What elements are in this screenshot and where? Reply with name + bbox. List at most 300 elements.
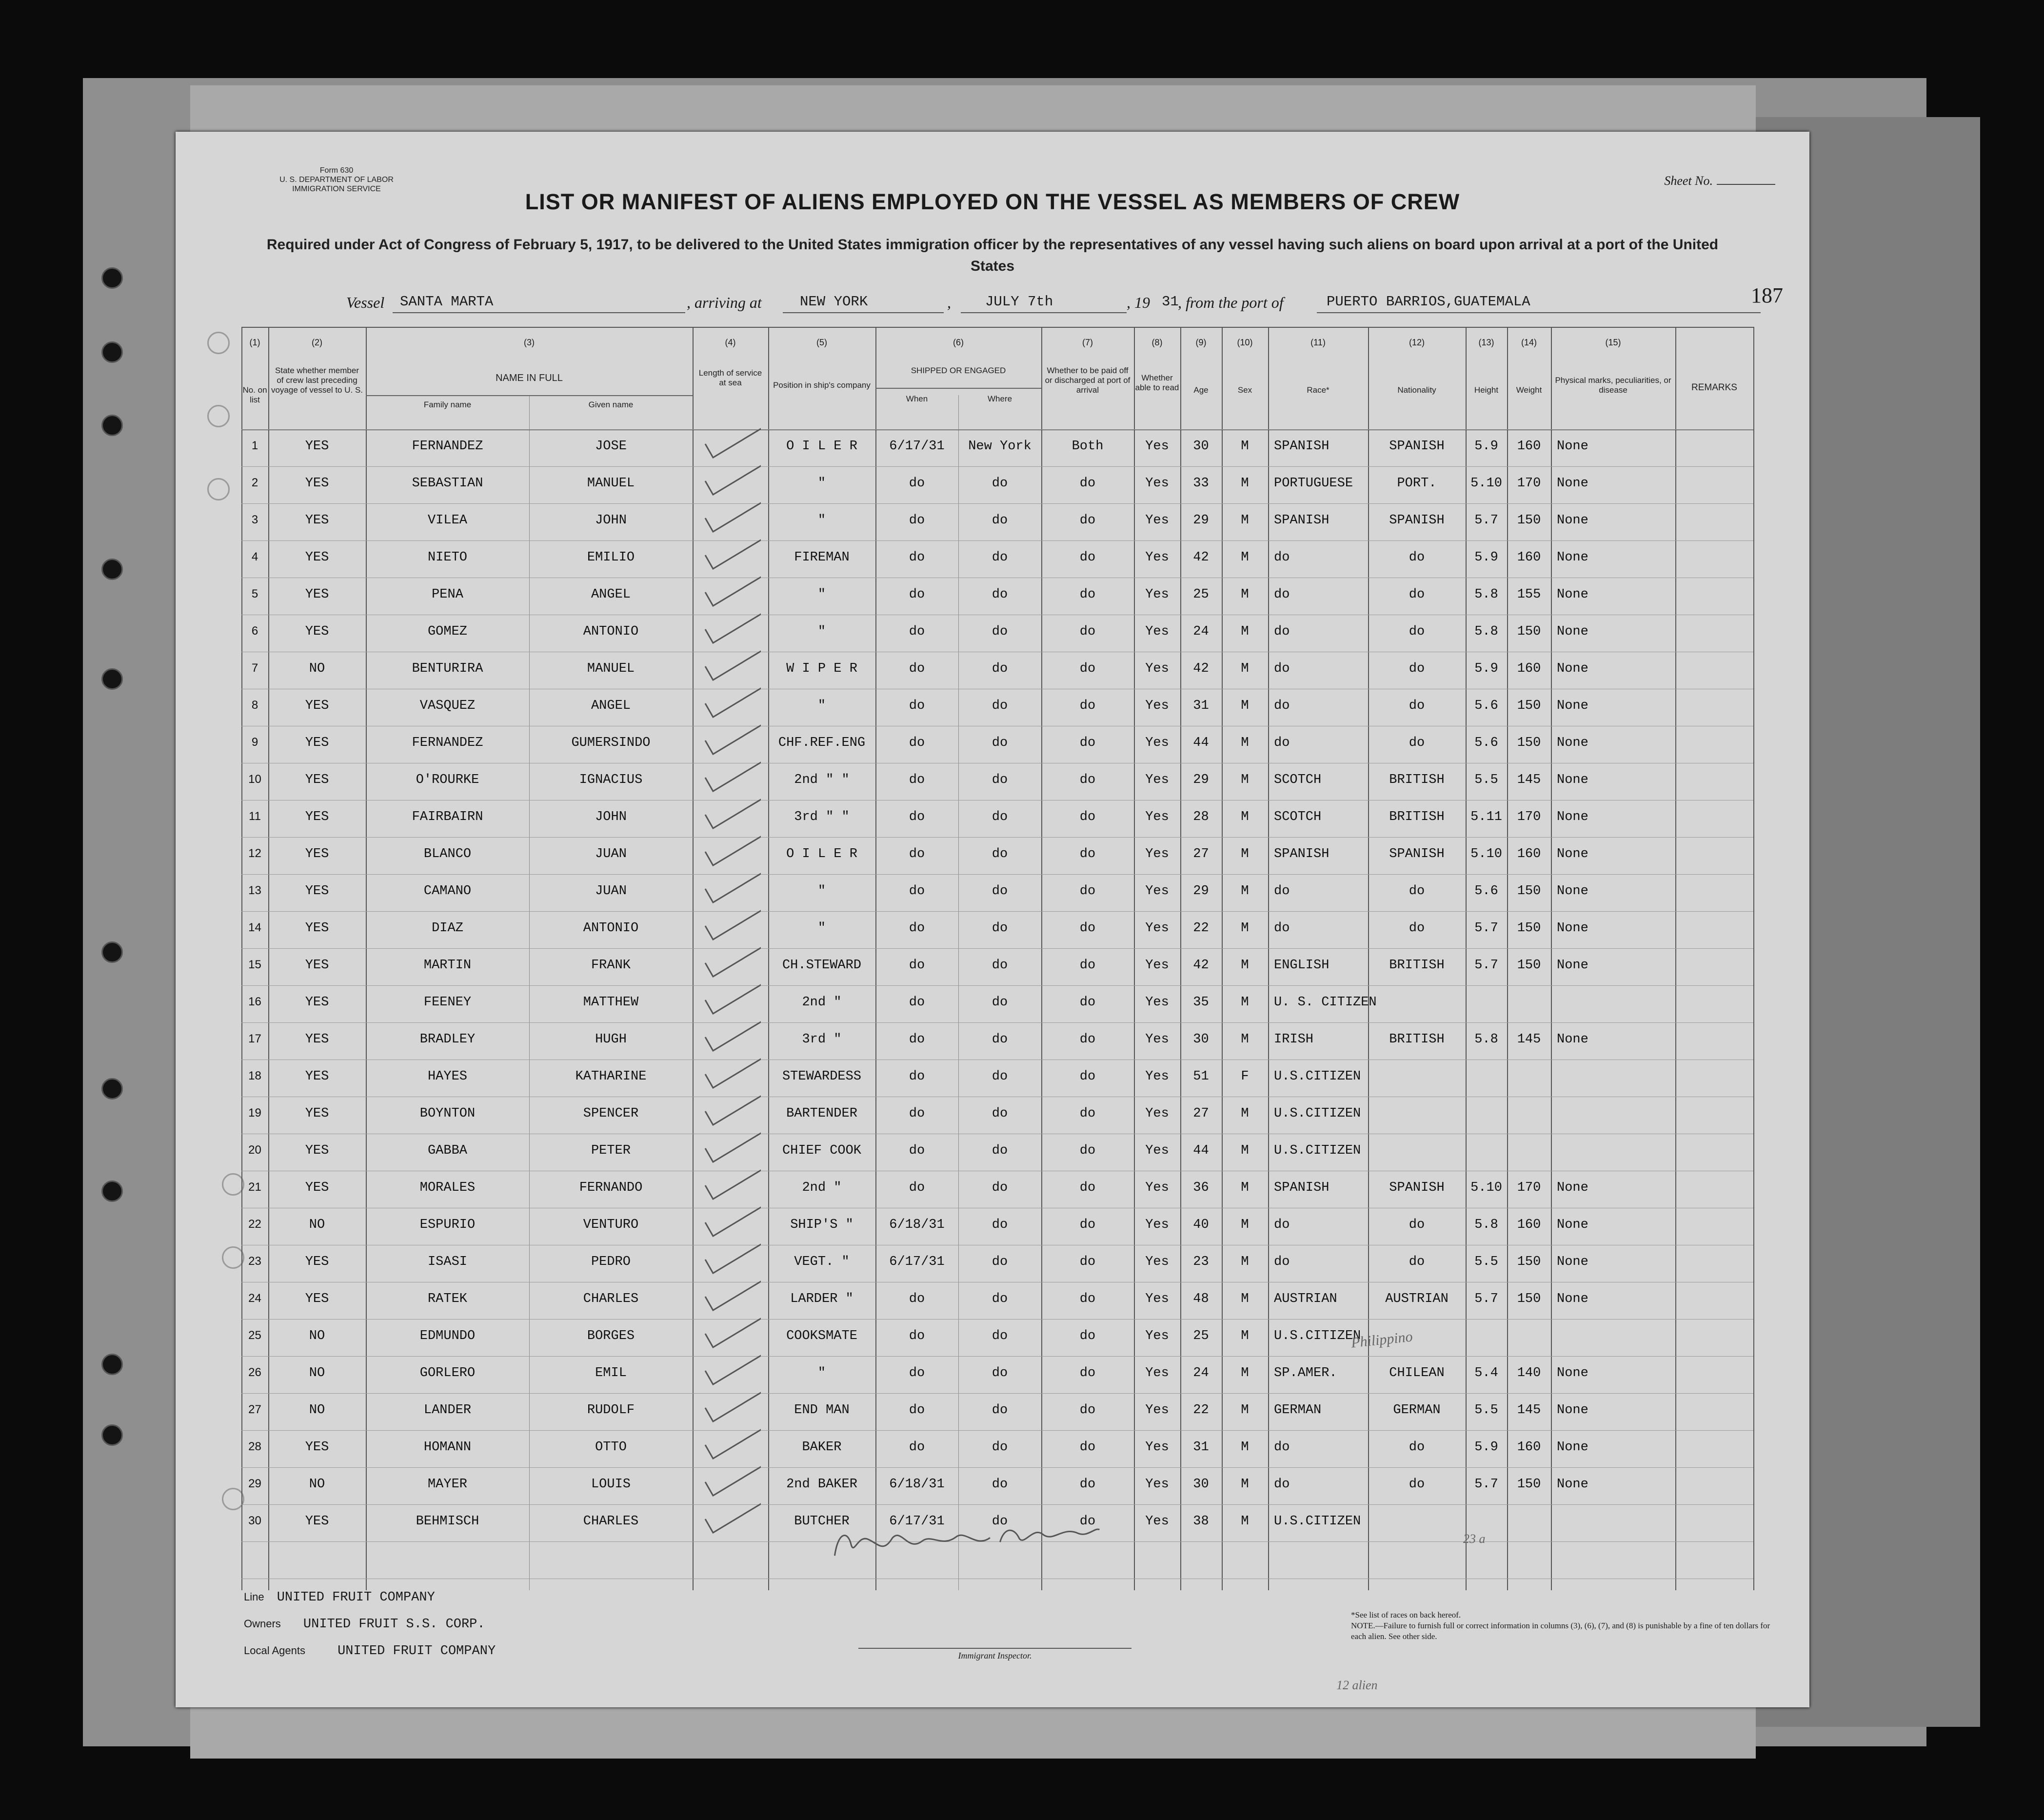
cell-physical-marks: None	[1557, 550, 1588, 565]
binder-hole	[101, 341, 123, 363]
cell-row-number: 17	[248, 1032, 261, 1045]
cell-paid-off: do	[1079, 847, 1096, 861]
cell-row-number: 24	[248, 1292, 261, 1305]
cell-position: 2nd "	[802, 995, 842, 1010]
cell-weight: 150	[1517, 513, 1541, 528]
cell-paid-off: do	[1079, 1514, 1096, 1529]
cell-previous-voyage: YES	[305, 1255, 329, 1269]
cell-sex: M	[1241, 550, 1249, 565]
cell-sex: M	[1241, 1106, 1249, 1121]
col-num-13: (13)	[1478, 338, 1494, 347]
cell-row-number: 27	[248, 1403, 261, 1416]
cell-sex: M	[1241, 1218, 1249, 1232]
row-rule	[241, 1022, 1753, 1023]
cell-nationality: do	[1409, 1477, 1425, 1492]
cell-shipped-when: do	[909, 624, 925, 639]
cell-given-name: RUDOLF	[587, 1403, 635, 1418]
checkmark-icon	[702, 906, 761, 940]
cell-weight: 150	[1517, 736, 1541, 750]
year-suffix: 31	[1162, 294, 1179, 310]
cell-able-to-read: Yes	[1145, 476, 1169, 491]
cell-nationality: BRITISH	[1389, 773, 1445, 787]
cell-previous-voyage: YES	[305, 1069, 329, 1084]
checkmark-icon	[702, 499, 761, 533]
cell-position: BAKER	[802, 1440, 842, 1455]
cell-shipped-when: do	[909, 1069, 925, 1084]
col-header-given-name: Given name	[588, 400, 634, 409]
binder-hole	[101, 941, 123, 963]
cell-race: SPANISH	[1274, 513, 1330, 528]
cell-previous-voyage: YES	[305, 1514, 329, 1529]
cell-row-number: 29	[248, 1477, 261, 1490]
cell-able-to-read: Yes	[1145, 1329, 1169, 1343]
cell-height: 5.8	[1474, 1218, 1498, 1232]
checkmark-icon	[702, 424, 761, 459]
cell-given-name: JOHN	[595, 810, 627, 824]
cell-family-name: BLANCO	[423, 847, 472, 861]
cell-weight: 145	[1517, 1032, 1541, 1047]
cell-race: U.S.CITIZEN	[1274, 1106, 1361, 1121]
cell-position: "	[817, 513, 826, 528]
footer-agents	[244, 1644, 496, 1659]
cell-family-name: NIETO	[427, 550, 467, 565]
cell-age: 42	[1193, 550, 1209, 565]
row-rule	[241, 874, 1753, 875]
column-rule	[693, 327, 694, 1590]
cell-family-name: MARTIN	[423, 958, 472, 973]
ghost-hole	[207, 332, 230, 354]
cell-weight: 160	[1517, 661, 1541, 676]
cell-row-number: 10	[248, 773, 261, 786]
cell-physical-marks: None	[1557, 736, 1588, 750]
col-header-physical-marks: Physical marks, peculiarities, or disease	[1555, 376, 1671, 395]
cell-paid-off: do	[1079, 513, 1096, 528]
agents-label: Local Agents	[244, 1644, 305, 1657]
cell-height: 5.10	[1470, 1180, 1502, 1195]
inspector-label: Immigrant Inspector.	[858, 1648, 1131, 1661]
col-header-previous-voyage: State whether member of crew last preceding voyage of vessel to U. S.	[271, 366, 363, 395]
cell-given-name: VENTURO	[583, 1218, 639, 1232]
checkmark-icon	[702, 1203, 761, 1237]
checkmark-icon	[702, 1462, 761, 1497]
cell-shipped-where: do	[992, 1032, 1008, 1047]
cell-height: 5.5	[1474, 1255, 1498, 1269]
manifest-page	[176, 132, 1809, 1707]
cell-shipped-when: 6/18/31	[889, 1218, 945, 1232]
cell-position: "	[817, 587, 826, 602]
cell-sex: M	[1241, 1403, 1249, 1418]
cell-previous-voyage: YES	[305, 587, 329, 602]
row-rule	[241, 1356, 1753, 1357]
cell-row-number: 5	[251, 587, 258, 600]
cell-weight: 155	[1517, 587, 1541, 602]
cell-height: 5.11	[1470, 810, 1502, 824]
cell-shipped-where: do	[992, 1329, 1008, 1343]
cell-row-number: 2	[251, 476, 258, 489]
cell-age: 30	[1193, 1477, 1209, 1492]
cell-paid-off: do	[1079, 1032, 1096, 1047]
cell-given-name: HUGH	[595, 1032, 627, 1047]
owners-label: Owners	[244, 1618, 281, 1630]
cell-height: 5.7	[1474, 921, 1498, 936]
cell-height: 5.4	[1474, 1366, 1498, 1380]
cell-race: SCOTCH	[1274, 810, 1322, 824]
binder-hole	[101, 267, 123, 289]
cell-shipped-where: do	[992, 1143, 1008, 1158]
cell-shipped-where: do	[992, 1440, 1008, 1455]
cell-paid-off: do	[1079, 1180, 1096, 1195]
cell-age: 25	[1193, 587, 1209, 602]
cell-nationality: do	[1409, 699, 1425, 713]
manifest-table	[241, 327, 1753, 1590]
cell-able-to-read: Yes	[1145, 773, 1169, 787]
cell-paid-off: do	[1079, 1143, 1096, 1158]
col-num-15: (15)	[1605, 338, 1621, 347]
cell-able-to-read: Yes	[1145, 1477, 1169, 1492]
cell-age: 36	[1193, 1180, 1209, 1195]
owners-value: UNITED FRUIT S.S. CORP.	[303, 1617, 485, 1632]
col-num-9: (9)	[1195, 338, 1207, 347]
cell-sex: F	[1241, 1069, 1249, 1084]
cell-physical-marks: None	[1557, 1440, 1588, 1455]
cell-physical-marks: None	[1557, 476, 1588, 491]
cell-previous-voyage: NO	[309, 1477, 325, 1492]
cell-position: O I L E R	[786, 439, 857, 454]
cell-family-name: GORLERO	[419, 1366, 476, 1380]
row-rule	[241, 1319, 1753, 1320]
cell-sex: M	[1241, 476, 1249, 491]
cell-position: O I L E R	[786, 847, 857, 861]
cell-paid-off: do	[1079, 624, 1096, 639]
col-num-6: (6)	[953, 338, 964, 347]
cell-physical-marks: None	[1557, 624, 1588, 639]
col-header-weight: Weight	[1516, 385, 1542, 395]
cell-paid-off: do	[1079, 587, 1096, 602]
cell-weight: 150	[1517, 884, 1541, 899]
line-label: Line	[244, 1591, 264, 1603]
cell-physical-marks: None	[1557, 699, 1588, 713]
cell-physical-marks: None	[1557, 513, 1588, 528]
cell-shipped-when: do	[909, 513, 925, 528]
cell-race: do	[1274, 587, 1290, 602]
checkmark-icon	[702, 832, 761, 866]
cell-age: 27	[1193, 847, 1209, 861]
cell-paid-off: do	[1079, 1218, 1096, 1232]
checkmark-icon	[702, 943, 761, 978]
col-num-3: (3)	[524, 338, 535, 347]
cell-height: 5.9	[1474, 661, 1498, 676]
cell-physical-marks: None	[1557, 1180, 1588, 1195]
cell-position: LARDER "	[790, 1292, 853, 1306]
cell-shipped-when: do	[909, 847, 925, 861]
cell-weight: 150	[1517, 958, 1541, 973]
cell-weight: 150	[1517, 1292, 1541, 1306]
cell-able-to-read: Yes	[1145, 1366, 1169, 1380]
col-header-family-name: Family name	[423, 400, 472, 409]
subheader-rule	[366, 395, 693, 396]
cell-family-name: BOYNTON	[419, 1106, 476, 1121]
cell-family-name: ISASI	[427, 1255, 467, 1269]
col-header-no: No. on list	[242, 385, 267, 404]
cell-shipped-when: do	[909, 699, 925, 713]
cell-sex: M	[1241, 1292, 1249, 1306]
cell-row-number: 22	[248, 1218, 261, 1231]
cell-shipped-where: do	[992, 884, 1008, 899]
cell-shipped-where: do	[992, 1069, 1008, 1084]
cell-weight: 170	[1517, 810, 1541, 824]
cell-shipped-when: do	[909, 921, 925, 936]
cell-shipped-when: do	[909, 810, 925, 824]
cell-age: 22	[1193, 1403, 1209, 1418]
checkmark-icon	[702, 980, 761, 1015]
cell-shipped-when: do	[909, 884, 925, 899]
arrival-port: NEW YORK	[800, 294, 868, 310]
cell-shipped-where: do	[992, 847, 1008, 861]
checkmark-icon	[702, 758, 761, 792]
checkmark-icon	[702, 684, 761, 718]
cell-age: 51	[1193, 1069, 1209, 1084]
cell-family-name: GOMEZ	[427, 624, 467, 639]
cell-shipped-where: do	[992, 773, 1008, 787]
cell-previous-voyage: YES	[305, 773, 329, 787]
col-header-where: Where	[987, 394, 1012, 403]
column-rule	[1551, 327, 1552, 1590]
cell-age: 44	[1193, 1143, 1209, 1158]
cell-position: 2nd "	[802, 1180, 842, 1195]
cell-shipped-where: do	[992, 1366, 1008, 1380]
cell-paid-off: do	[1079, 1440, 1096, 1455]
row-rule	[241, 1393, 1753, 1394]
cell-physical-marks: None	[1557, 1403, 1588, 1418]
cell-paid-off: do	[1079, 699, 1096, 713]
cell-position: "	[817, 624, 826, 639]
cell-shipped-when: do	[909, 1180, 925, 1195]
cell-shipped-where: do	[992, 1255, 1008, 1269]
cell-race: SCOTCH	[1274, 773, 1322, 787]
cell-paid-off: do	[1079, 773, 1096, 787]
cell-shipped-where: do	[992, 1403, 1008, 1418]
cell-able-to-read: Yes	[1145, 1218, 1169, 1232]
row-rule	[241, 466, 1753, 467]
cell-weight: 150	[1517, 624, 1541, 639]
cell-able-to-read: Yes	[1145, 513, 1169, 528]
cell-shipped-when: do	[909, 1329, 925, 1343]
cell-shipped-where: do	[992, 736, 1008, 750]
cell-nationality: do	[1409, 661, 1425, 676]
cell-sex: M	[1241, 958, 1249, 973]
cell-position: FIREMAN	[794, 550, 850, 565]
cell-given-name: ANTONIO	[583, 624, 639, 639]
cell-row-number: 18	[248, 1069, 261, 1082]
cell-shipped-when: 6/17/31	[889, 1514, 945, 1529]
cell-height: 5.7	[1474, 1292, 1498, 1306]
cell-position: CHIEF COOK	[782, 1143, 862, 1158]
footer-owners	[244, 1617, 485, 1632]
cell-family-name: MORALES	[419, 1180, 476, 1195]
cell-family-name: SEBASTIAN	[412, 476, 483, 491]
col-header-read: Whether able to read	[1135, 373, 1179, 392]
cell-row-number: 12	[248, 847, 261, 860]
binder-hole	[101, 1424, 123, 1446]
checkmark-icon	[702, 647, 761, 681]
cell-row-number: 1	[251, 439, 258, 452]
cell-race: do	[1274, 1440, 1290, 1455]
cell-race: do	[1274, 661, 1290, 676]
cell-weight: 170	[1517, 476, 1541, 491]
cell-shipped-when: do	[909, 1366, 925, 1380]
cell-nationality: CHILEAN	[1389, 1366, 1445, 1380]
cell-shipped-when: do	[909, 773, 925, 787]
cell-previous-voyage: YES	[305, 624, 329, 639]
row-rule	[241, 1430, 1753, 1431]
cell-race: SP.AMER.	[1274, 1366, 1337, 1380]
checkmark-icon	[702, 1425, 761, 1460]
checkmark-icon	[702, 1351, 761, 1385]
cell-position: BUTCHER	[794, 1514, 850, 1529]
cell-nationality: do	[1409, 1218, 1425, 1232]
cell-race: ENGLISH	[1274, 958, 1330, 973]
cell-shipped-when: do	[909, 550, 925, 565]
cell-paid-off: do	[1079, 1329, 1096, 1343]
cell-physical-marks: None	[1557, 661, 1588, 676]
cell-race: SPANISH	[1274, 847, 1330, 861]
checkmark-icon	[702, 1500, 761, 1534]
cell-row-number: 14	[248, 921, 261, 934]
cell-row-number: 28	[248, 1440, 261, 1453]
cell-family-name: LANDER	[423, 1403, 472, 1418]
cell-sex: M	[1241, 1440, 1249, 1455]
cell-race: U.S.CITIZEN	[1274, 1143, 1361, 1158]
cell-shipped-where: do	[992, 1292, 1008, 1306]
cell-given-name: ANGEL	[591, 587, 631, 602]
cell-nationality: SPANISH	[1389, 1180, 1445, 1195]
cell-height: 5.5	[1474, 773, 1498, 787]
cell-able-to-read: Yes	[1145, 587, 1169, 602]
binder-hole	[101, 1180, 123, 1202]
cell-physical-marks: None	[1557, 958, 1588, 973]
cell-nationality: AUSTRIAN	[1385, 1292, 1449, 1306]
checkmark-icon	[702, 1092, 761, 1126]
cell-row-number: 23	[248, 1255, 261, 1268]
cell-age: 29	[1193, 773, 1209, 787]
cell-shipped-when: do	[909, 661, 925, 676]
cell-height: 5.8	[1474, 624, 1498, 639]
row-rule	[241, 911, 1753, 912]
cell-shipped-when: do	[909, 1032, 925, 1047]
cell-shipped-when: 6/18/31	[889, 1477, 945, 1492]
cell-race: SPANISH	[1274, 1180, 1330, 1195]
cell-paid-off: do	[1079, 550, 1096, 565]
cell-age: 29	[1193, 884, 1209, 899]
checkmark-icon	[702, 869, 761, 903]
cell-sex: M	[1241, 699, 1249, 713]
cell-weight: 150	[1517, 1477, 1541, 1492]
cell-race: do	[1274, 624, 1290, 639]
cell-age: 44	[1193, 736, 1209, 750]
col-header-age: Age	[1193, 385, 1209, 395]
cell-sex: M	[1241, 1366, 1249, 1380]
cell-family-name: BENTURIRA	[412, 661, 483, 676]
cell-row-number: 20	[248, 1143, 261, 1157]
page-subtitle: Required under Act of Congress of February 5, 1917, to be delivered to the United States immigration officer by the representatives of any vessel having such aliens on board upon arrival at a port of the United States	[266, 237, 1719, 274]
cell-nationality: SPANISH	[1389, 847, 1445, 861]
checkmark-icon	[702, 461, 761, 496]
cell-race: do	[1274, 1255, 1290, 1269]
checkmark-icon	[702, 1129, 761, 1163]
col-header-name: NAME IN FULL	[496, 373, 563, 383]
cell-nationality: do	[1409, 1255, 1425, 1269]
col-header-length-service: Length of service at sea	[698, 368, 762, 387]
cell-able-to-read: Yes	[1145, 921, 1169, 936]
cell-able-to-read: Yes	[1145, 624, 1169, 639]
from-label: , from the port of	[1178, 294, 1284, 311]
binder-hole	[101, 559, 123, 580]
cell-family-name: PENA	[432, 587, 463, 602]
cell-shipped-where: do	[992, 1514, 1008, 1529]
cell-shipped-where: do	[992, 1106, 1008, 1121]
cell-sex: M	[1241, 1477, 1249, 1492]
cell-able-to-read: Yes	[1145, 736, 1169, 750]
cell-given-name: ANGEL	[591, 699, 631, 713]
cell-previous-voyage: YES	[305, 884, 329, 899]
column-rule	[1268, 327, 1269, 1590]
cell-able-to-read: Yes	[1145, 847, 1169, 861]
binder-hole	[101, 668, 123, 690]
cell-shipped-where: New York	[968, 439, 1032, 454]
cell-age: 30	[1193, 1032, 1209, 1047]
cell-previous-voyage: YES	[305, 1292, 329, 1306]
cell-weight: 160	[1517, 439, 1541, 454]
cell-family-name: BRADLEY	[419, 1032, 476, 1047]
cell-height: 5.8	[1474, 587, 1498, 602]
cell-given-name: MANUEL	[587, 476, 635, 491]
cell-position: "	[817, 1366, 826, 1380]
binder-hole	[101, 1354, 123, 1375]
footer-line	[244, 1590, 435, 1605]
cell-position: SHIP'S "	[790, 1218, 853, 1232]
checkmark-icon	[702, 1388, 761, 1422]
row-rule	[241, 837, 1753, 838]
cell-given-name: EMIL	[595, 1366, 627, 1380]
cell-paid-off: do	[1079, 1106, 1096, 1121]
departure-port: PUERTO BARRIOS,GUATEMALA	[1327, 294, 1530, 310]
cell-sex: M	[1241, 884, 1249, 899]
ghost-hole	[207, 478, 230, 500]
cell-height: 5.7	[1474, 513, 1498, 528]
arriving-label: , arriving at	[687, 294, 762, 311]
cell-able-to-read: Yes	[1145, 884, 1169, 899]
cell-shipped-where: do	[992, 1477, 1008, 1492]
cell-race: IRISH	[1274, 1032, 1314, 1047]
cell-paid-off: do	[1079, 736, 1096, 750]
cell-given-name: ANTONIO	[583, 921, 639, 936]
col-header-paid-off: Whether to be paid off or discharged at port of arrival	[1045, 366, 1131, 395]
cell-previous-voyage: YES	[305, 550, 329, 565]
col-num-2: (2)	[312, 338, 322, 347]
cell-shipped-when: do	[909, 995, 925, 1010]
cell-family-name: O'ROURKE	[416, 773, 479, 787]
cell-race: U.S.CITIZEN	[1274, 1514, 1361, 1529]
col-header-sex: Sex	[1237, 385, 1252, 395]
cell-given-name: JOHN	[595, 513, 627, 528]
cell-position: END MAN	[794, 1403, 850, 1418]
cell-position: 2nd BAKER	[786, 1477, 857, 1492]
cell-able-to-read: Yes	[1145, 958, 1169, 973]
cell-nationality: PORT.	[1397, 476, 1437, 491]
cell-weight: 170	[1517, 1180, 1541, 1195]
cell-shipped-where: do	[992, 958, 1008, 973]
cell-row-number: 26	[248, 1366, 261, 1379]
